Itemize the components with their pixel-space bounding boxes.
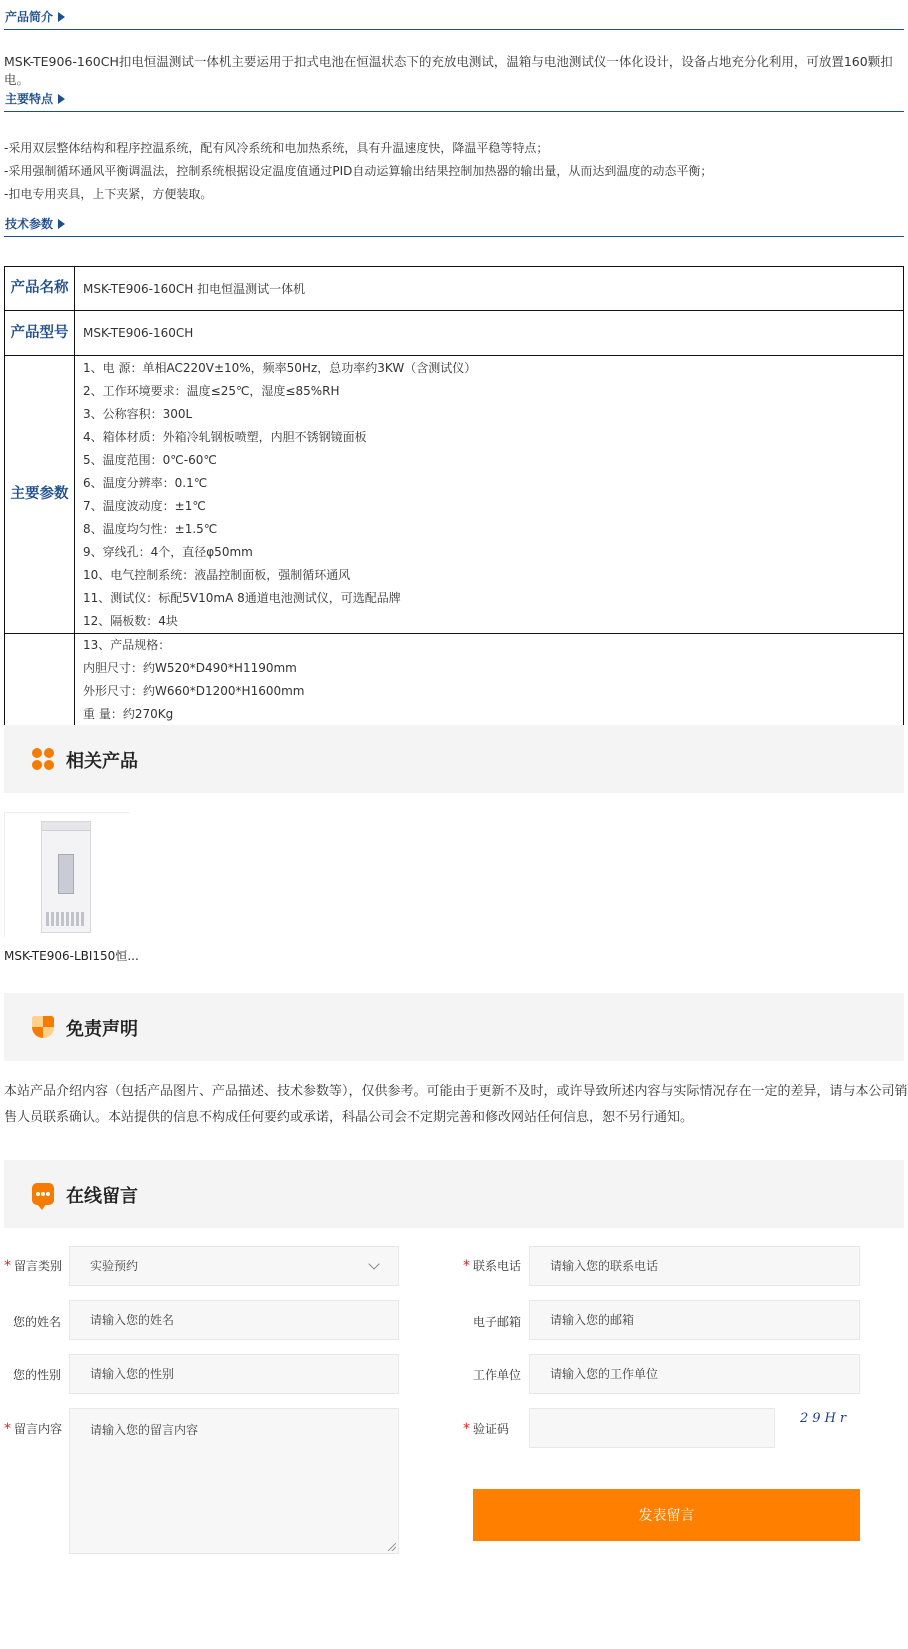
gender-input[interactable]: 请输入您的性别 [69,1354,399,1394]
shield-icon [32,1016,54,1038]
category-selected-value: 实验预约 [90,1259,139,1273]
spec-table [4,266,904,727]
spec-value-extra [75,634,904,727]
name-input[interactable]: 请输入您的姓名 [69,1300,399,1340]
disclaimer-text: 本站产品介绍内容（包括产品图片、产品描述、技术参数等），仅供参考。可能由于更新不及时，或许导致所述内容与实际情况存在一定的差异，请与本公司销售人员联系确认。本站提供的信息不构成任何要约或承诺，科晶公司会不定期完善和修改网站任何信息，恕不另行通知。 [4,1084,908,1125]
disclaimer-banner [4,993,904,1061]
param-line: 10、电气控制系统：液晶控制面板，强制循环通风 [83,568,351,582]
email-input[interactable]: 请输入您的邮箱 [529,1300,860,1340]
spec-key-empty [5,634,75,727]
param-line: 外形尺寸：约W660*D1200*H1600mm [83,684,305,698]
specs-section-title: 技术参数 [5,215,65,232]
caret-right-icon [58,12,65,22]
captcha-input[interactable] [529,1408,775,1448]
feature-item: -采用双层整体结构和程序控温系统，配有风冷系统和电加热系统，具有升温速度快，降温平稳等特点； [4,141,549,155]
related-products-banner [4,725,904,793]
intro-text: MSK-TE906-160CH扣电恒温测试一体机主要运用于扣式电池在恒温状态下的充放电测试，温箱与电池测试仪一体化设计，设备占地充分化利用，可放置160颗扣电。 [4,54,893,87]
spec-value-name: MSK-TE906-160CH 扣电恒温测试一体机 [75,267,904,311]
feature-item: -采用强制循环通风平衡调温法，控制系统根据设定温度值通过PID自动运算输出结果控制加热器的输出量，从而达到温度的动态平衡； [4,164,713,178]
param-line: 8、温度均匀性：±1.5℃ [83,522,218,536]
param-line: 11、测试仪：标配5V10mA 8通道电池测试仪，可选配品牌 [83,591,401,605]
related-products-title: 相关产品 [66,751,138,772]
message-label: * 留言内容 [4,1421,63,1437]
spec-key-name: 产品名称 [5,267,75,311]
captcha-label: * 验证码 [463,1421,510,1437]
message-form-title: 在线留言 [66,1186,138,1207]
company-label: 工作单位 [473,1368,522,1382]
spec-value-params [75,356,904,634]
features-section-title: 主要特点 [5,90,65,107]
spec-value-model: MSK-TE906-160CH [75,311,904,356]
spec-key-model: 产品型号 [5,311,75,356]
param-line: 13、产品规格： [83,638,171,652]
category-select[interactable] [69,1246,399,1286]
param-line: 2、工作环境要求：温度≤25℃，湿度≤85%RH [83,384,340,398]
table-row [5,267,904,311]
message-textarea[interactable] [69,1408,399,1554]
product-name-link[interactable]: MSK-TE906-LBI150恒... [4,949,139,963]
param-line: 3、公称容积：300L [83,407,193,421]
intro-section-header [4,0,904,30]
product-image[interactable] [4,812,130,937]
chevron-down-icon [368,1258,379,1269]
phone-input[interactable]: 请输入您的联系电话 [529,1246,860,1286]
table-row [5,311,904,356]
param-line: 重 量：约270Kg [83,707,174,721]
table-row [5,356,904,634]
feature-item: -扣电专用夹具，上下夹紧，方便装取。 [4,187,213,201]
param-line: 6、温度分辨率：0.1℃ [83,476,208,490]
chat-bubble-icon [32,1183,54,1205]
phone-label: * 联系电话 [463,1258,522,1274]
param-line: 内胆尺寸：约W520*D490*H1190mm [83,661,297,675]
company-input[interactable]: 请输入您的工作单位 [529,1354,860,1394]
captcha-image[interactable]: 29Hr [800,1411,851,1426]
specs-section-header [4,207,904,237]
incubator-image [41,821,91,933]
email-label: 电子邮箱 [473,1315,522,1329]
category-label: * 留言类别 [4,1258,63,1274]
disclaimer-title: 免责声明 [66,1019,138,1040]
param-line: 1、电 源：单相AC220V±10%，频率50Hz，总功率约3KW（含测试仪） [83,361,477,375]
param-line: 9、穿线孔：4个，直径φ50mm [83,545,253,559]
resize-handle-icon[interactable] [388,1543,396,1551]
related-product-card[interactable] [4,812,139,964]
caret-right-icon [58,219,65,229]
param-line: 7、温度波动度：±1℃ [83,499,206,513]
param-line: 4、箱体材质：外箱冷轧钢板喷塑，内胆不锈钢镜面板 [83,430,367,444]
param-line: 12、隔板数：4块 [83,614,178,628]
param-line: 5、温度范围：0℃-60℃ [83,453,217,467]
grid-flower-icon [32,748,54,770]
name-label: 您的姓名 [13,1315,62,1329]
features-list [4,137,904,206]
message-form-banner [4,1160,904,1228]
submit-message-button[interactable]: 发表留言 [473,1489,860,1541]
spec-key-params: 主要参数 [5,356,75,634]
table-row [5,634,904,727]
gender-label: 您的性别 [13,1368,62,1382]
caret-right-icon [58,94,65,104]
features-section-header [4,82,904,112]
message-placeholder: 请输入您的留言内容 [90,1423,199,1437]
intro-section-title: 产品简介 [5,8,65,25]
